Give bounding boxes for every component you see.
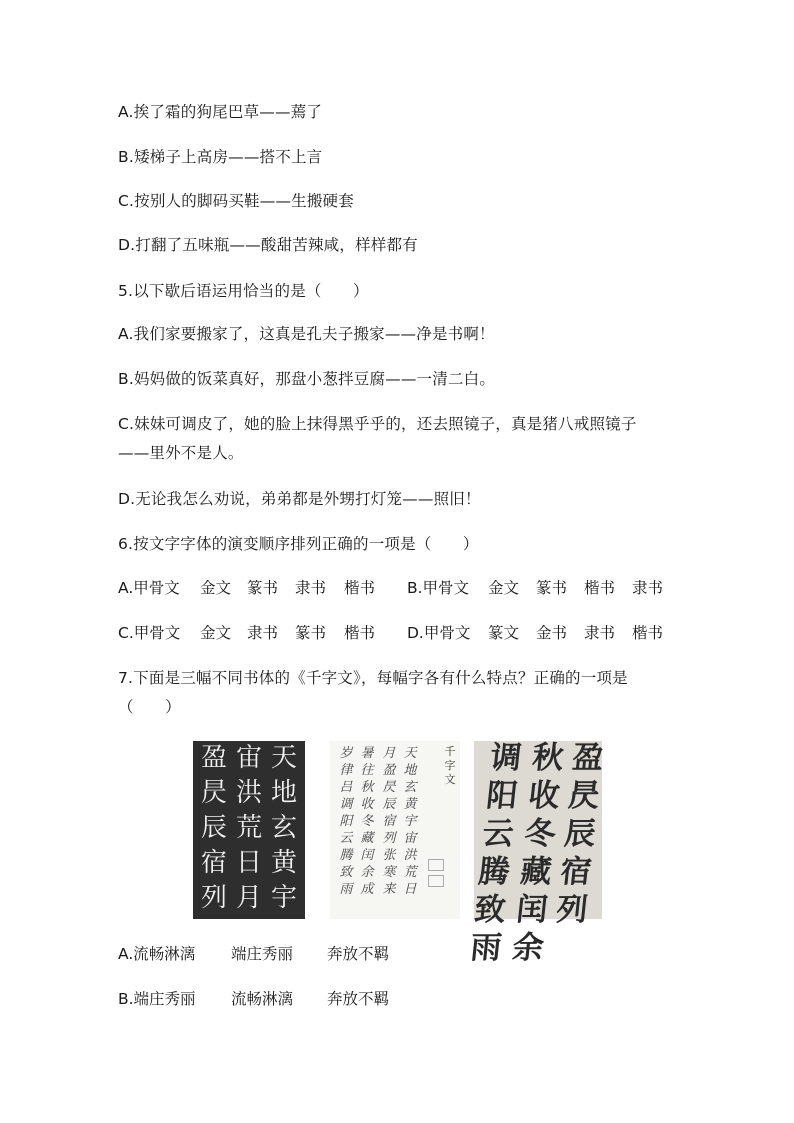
seal-stamp xyxy=(428,859,444,871)
q6-c-item-3: 隶书 xyxy=(247,624,279,642)
q6-b-item-3: 篆书 xyxy=(536,579,568,597)
q6-d-item-4: 隶书 xyxy=(584,624,616,642)
q6-a-item-1: A.甲骨文 xyxy=(118,579,180,597)
q7-a-item-1: A.流畅淋漓 xyxy=(118,945,196,963)
calligraphy-cursive-image xyxy=(330,741,460,919)
q5-option-a: A.我们家要搬家了，这真是孔夫子搬家——净是书啊！ xyxy=(118,325,495,343)
q6-d-item-3: 金书 xyxy=(536,624,568,642)
q6-a-item-5: 楷书 xyxy=(344,579,376,597)
q6-d-item-1: D.甲骨文 xyxy=(407,624,471,642)
q5-option-c: C.妹妹可调皮了，她的脸上抹得黑乎乎的，还去照镜子，真是猪八戒照镜子 xyxy=(118,415,637,433)
q5-option-d: D.无论我怎么劝说，弟弟都是外甥打灯笼——照旧！ xyxy=(118,490,481,508)
q7-a-item-3: 奔放不羁 xyxy=(327,945,390,963)
q6-c-item-2: 金文 xyxy=(200,624,232,642)
q5-stem: 5.以下歇后语运用恰当的是（ ） xyxy=(118,282,369,300)
calligraphy-running-script-image xyxy=(468,740,606,966)
q7-b-item-3: 奔放不羁 xyxy=(327,990,390,1008)
running-column-2: 秋收冬藏闰余 xyxy=(510,740,566,966)
q5-option-b: B.妈妈做的饭菜真好，那盘小葱拌豆腐——一清二白。 xyxy=(118,370,496,388)
q7-stem: 7.下面是三幅不同书体的《千字文》，每幅字各有什么特点？正确的一项是 xyxy=(118,669,628,687)
q6-d-item-5: 楷书 xyxy=(632,624,664,642)
running-column-3: 调阳云腾致雨 xyxy=(468,740,524,966)
seal-stamp xyxy=(428,875,444,887)
running-column-1: 盈昃辰宿列 xyxy=(554,740,606,928)
q6-b-item-4: 楷书 xyxy=(584,579,616,597)
q6-a-item-3: 篆书 xyxy=(247,579,279,597)
q6-b-item-5: 隶书 xyxy=(632,579,664,597)
q6-stem: 6.按文字字体的演变顺序排列正确的一项是（ ） xyxy=(118,535,479,553)
q7-b-item-1: B.端庄秀丽 xyxy=(118,990,196,1008)
q6-a-item-4: 隶书 xyxy=(295,579,327,597)
cursive-column-4: 岁律吕调阳云腾致雨 xyxy=(339,746,353,897)
q6-c-item-5: 楷书 xyxy=(344,624,376,642)
cursive-column-2: 月盈昃辰宿列张寒来 xyxy=(382,746,396,897)
q4-option-d: D.打翻了五味瓶——酸甜苦辣咸，样样都有 xyxy=(118,236,418,254)
q7-a-item-2: 端庄秀丽 xyxy=(231,945,294,963)
rubbing-column-1: 天地玄黄宇 xyxy=(270,743,297,913)
q7-stem-continued: （ ） xyxy=(118,698,181,716)
q4-option-b: B.矮梯子上高房——搭不上言 xyxy=(118,148,323,166)
rubbing-column-2: 宙洪荒日月 xyxy=(235,743,262,913)
q6-c-item-1: C.甲骨文 xyxy=(118,624,181,642)
cursive-column-3: 暑往秋收冬藏闰余成 xyxy=(360,746,374,897)
q5-option-c-continued: ——里外不是人。 xyxy=(118,444,244,462)
cursive-title-column: 千字文 xyxy=(444,745,456,786)
q7-b-item-2: 流畅淋漓 xyxy=(231,990,294,1008)
q4-option-a: A.挨了霜的狗尾巴草——蔫了 xyxy=(118,103,323,121)
calligraphy-rubbing-image xyxy=(193,741,305,919)
cursive-column-1: 天地玄黄宇宙洪荒日 xyxy=(403,746,417,897)
q6-b-item-1: B.甲骨文 xyxy=(407,579,470,597)
q4-option-c: C.按别人的脚码买鞋——生搬硬套 xyxy=(118,192,354,210)
q6-d-item-2: 篆文 xyxy=(488,624,520,642)
q6-c-item-4: 篆书 xyxy=(295,624,327,642)
q6-b-item-2: 金文 xyxy=(488,579,520,597)
rubbing-column-3: 盈昃辰宿列 xyxy=(200,743,227,913)
q6-a-item-2: 金文 xyxy=(200,579,232,597)
